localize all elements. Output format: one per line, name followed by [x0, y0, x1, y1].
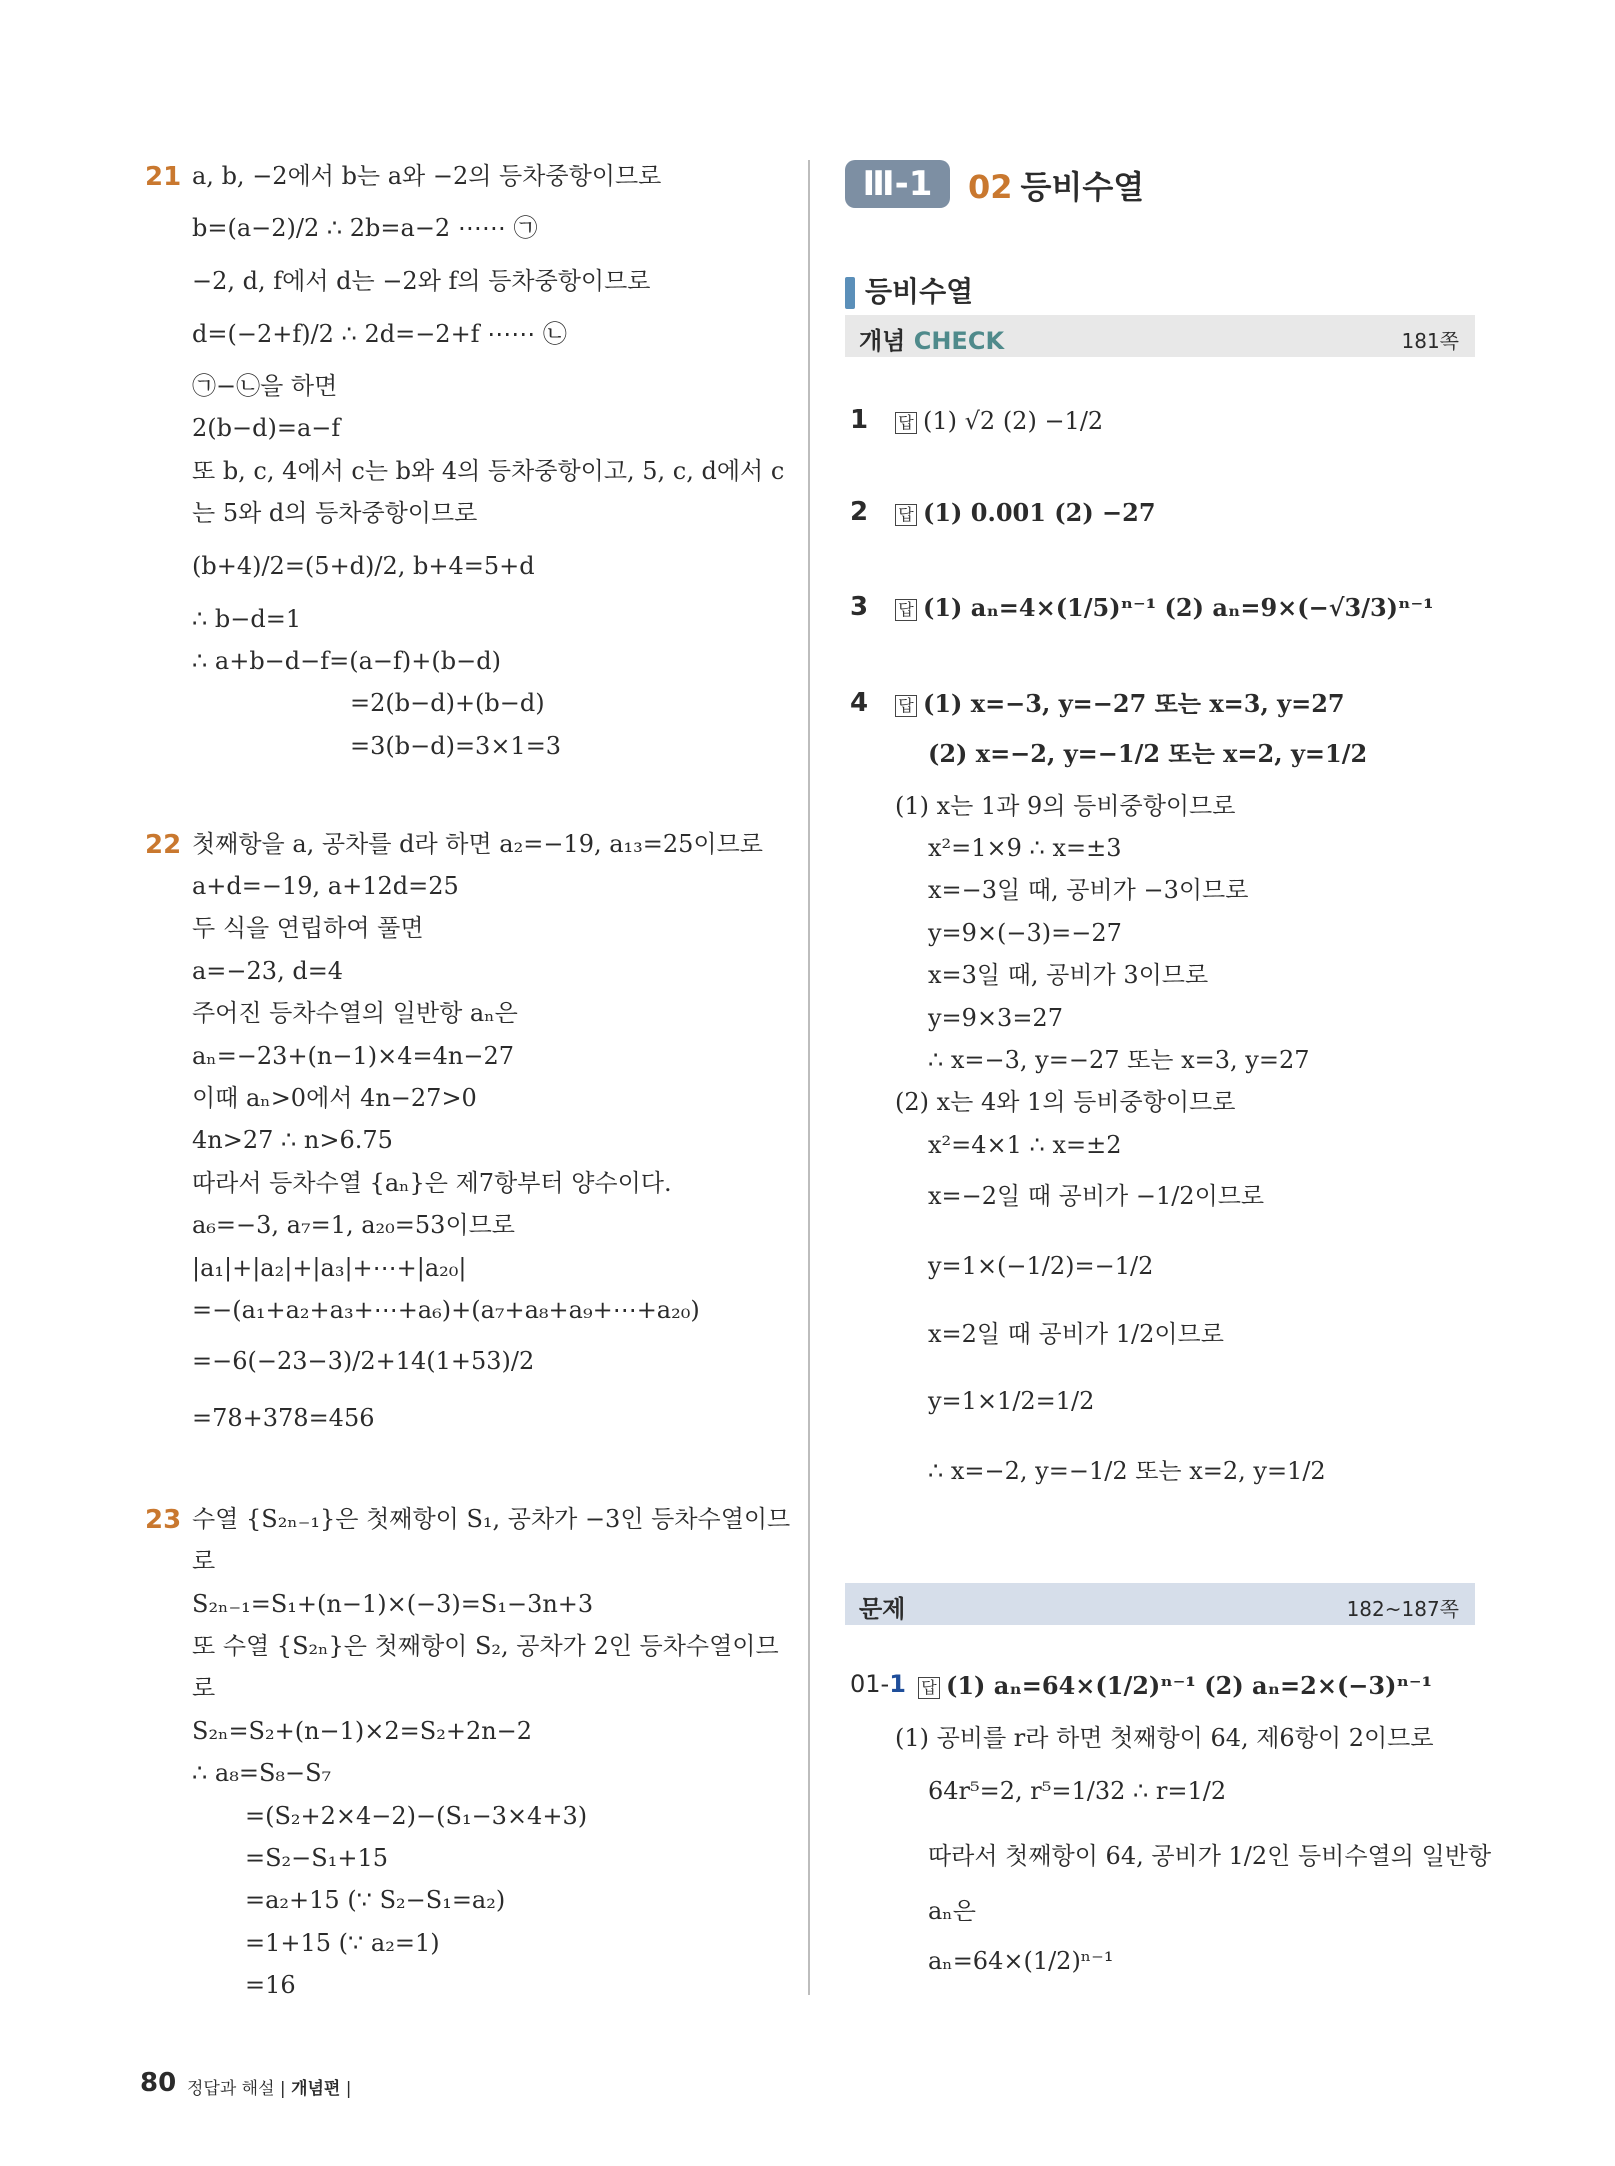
p23-line-7: ∴ a₈=S₈−S₇	[192, 1759, 332, 1787]
problem-band	[845, 1583, 1475, 1625]
question-number-3: 3	[850, 592, 869, 622]
p21-line-12: =2(b−d)+(b−d)	[350, 689, 545, 717]
p23-line-12: =16	[245, 1971, 296, 1999]
p01-line-5: aₙ=64×(1/2)ⁿ⁻¹	[928, 1947, 1114, 1975]
p21-line-9: (b+4)/2=(5+d)/2, b+4=5+d	[192, 552, 535, 580]
p22-line-10: a₆=−3, a₇=1, a₂₀=53이므로	[192, 1211, 515, 1239]
p01-line-4: aₙ은	[928, 1897, 976, 1925]
p21-line-13: =3(b−d)=3×1=3	[350, 732, 562, 760]
p22-line-12: =−(a₁+a₂+a₃+⋯+a₆)+(a₇+a₈+a₉+⋯+a₂₀)	[192, 1296, 700, 1324]
q4-line-7: ∴ x=−3, y=−27 또는 x=3, y=27	[928, 1046, 1310, 1074]
problem-band-page: 182~187쪽	[1346, 1597, 1459, 1621]
p23-line-3: S₂ₙ₋₁=S₁+(n−1)×(−3)=S₁−3n+3	[192, 1590, 594, 1618]
problem-number-23: 23	[145, 1505, 182, 1535]
q4-line-4: y=9×(−3)=−27	[928, 919, 1122, 947]
q2-answer-text: (1) 0.001 (2) −27	[923, 498, 1156, 527]
check-label: CHECK	[913, 327, 1005, 355]
p22-line-9: 따라서 등차수열 {aₙ}은 제7항부터 양수이다.	[192, 1169, 672, 1197]
question-1-answer	[895, 405, 1103, 437]
p22-line-4: a=−23, d=4	[192, 957, 344, 985]
p21-line-1: a, b, −2에서 b는 a와 −2의 등차중항이므로	[192, 162, 662, 190]
p01-line-2: 64r⁵=2, r⁵=1/32 ∴ r=1/2	[928, 1777, 1227, 1805]
q4-line-12: x=2일 때 공비가 1/2이므로	[928, 1320, 1224, 1348]
question-2-answer	[895, 497, 1156, 529]
p23-line-11: =1+15 (∵ a₂=1)	[245, 1929, 440, 1957]
problem-01-1-answer	[918, 1670, 1432, 1702]
problem-number-21: 21	[145, 162, 182, 192]
footer-text	[187, 2074, 351, 2099]
concept-label: 개념	[859, 327, 914, 355]
answer-mark: 답	[918, 1677, 940, 1699]
question-4-answer-1	[895, 688, 1345, 720]
q4-line-6: y=9×3=27	[928, 1004, 1063, 1032]
problem-band-label: 문제	[859, 1595, 906, 1623]
footer-text-a: 정답과 해설 |	[187, 2079, 292, 2099]
column-divider	[808, 160, 810, 1995]
q4-line-14: ∴ x=−2, y=−1/2 또는 x=2, y=1/2	[928, 1457, 1326, 1485]
p23-line-5: 로	[192, 1674, 216, 1702]
footer-text-b: 개념편	[291, 2079, 341, 2099]
answer-mark: 답	[895, 504, 917, 526]
concept-check-label	[859, 321, 1004, 356]
chapter-badge: Ⅲ-1	[845, 160, 950, 208]
p22-line-8: 4n>27 ∴ n>6.75	[192, 1126, 393, 1154]
q4-line-10: x=−2일 때 공비가 −1/2이므로	[928, 1182, 1265, 1210]
p21-line-3: −2, d, f에서 d는 −2와 f의 등차중항이므로	[192, 267, 651, 295]
q4-line-11: y=1×(−1/2)=−1/2	[928, 1252, 1154, 1280]
answer-mark: 답	[895, 599, 917, 621]
question-number-4: 4	[850, 688, 869, 718]
q1-answer-text: (1) √2 (2) −1/2	[923, 407, 1104, 435]
answer-mark: 답	[895, 412, 917, 434]
p22-line-5: 주어진 등차수열의 일반항 aₙ은	[192, 999, 518, 1027]
problem-number-22: 22	[145, 830, 182, 860]
p23-line-6: S₂ₙ=S₂+(n−1)×2=S₂+2n−2	[192, 1717, 533, 1745]
p23-line-9: =S₂−S₁+15	[245, 1844, 388, 1872]
p23-line-10: =a₂+15 (∵ S₂−S₁=a₂)	[245, 1886, 506, 1914]
p21-line-7: 또 b, c, 4에서 c는 b와 4의 등차중항이고, 5, c, d에서 c	[192, 457, 785, 485]
q4-line-1: (1) x는 1과 9의 등비중항이므로	[895, 792, 1236, 820]
p21-line-5: ㉠−㉡을 하면	[192, 372, 338, 400]
p23-line-4: 또 수열 {S₂ₙ}은 첫째항이 S₂, 공차가 2인 등차수열이므	[192, 1632, 779, 1660]
q4-line-3: x=−3일 때, 공비가 −3이므로	[928, 876, 1249, 904]
p23-line-2: 로	[192, 1547, 216, 1575]
section-bar-icon	[845, 277, 855, 309]
p21-line-8: 는 5와 d의 등차중항이므로	[192, 499, 478, 527]
question-4-answer-2: (2) x=−2, y=−1/2 또는 x=2, y=1/2	[928, 739, 1368, 768]
p23-line-1: 수열 {S₂ₙ₋₁}은 첫째항이 S₁, 공차가 −3인 등차수열이므	[192, 1505, 791, 1533]
q4-answer-1-text: (1) x=−3, y=−27 또는 x=3, y=27	[923, 689, 1345, 718]
concept-check-band	[845, 315, 1475, 357]
p22-line-13: =−6(−23−3)/2+14(1+53)/2	[192, 1347, 535, 1375]
footer-text-c: |	[340, 2079, 352, 2099]
p22-line-3: 두 식을 연립하여 풀면	[192, 914, 424, 942]
section-heading	[845, 270, 973, 310]
q4-line-8: (2) x는 4와 1의 등비중항이므로	[895, 1088, 1236, 1116]
p01-answer-text: (1) aₙ=64×(1/2)ⁿ⁻¹ (2) aₙ=2×(−3)ⁿ⁻¹	[946, 1671, 1433, 1700]
question-number-1: 1	[850, 405, 869, 435]
p21-line-10: ∴ b−d=1	[192, 605, 302, 633]
q4-line-5: x=3일 때, 공비가 3이므로	[928, 961, 1209, 989]
p22-line-1: 첫째항을 a, 공차를 d라 하면 a₂=−19, a₁₃=25이므로	[192, 830, 763, 858]
chapter-title	[968, 162, 1144, 208]
problem-number-prefix: 01-	[850, 1670, 890, 1698]
p21-line-11: ∴ a+b−d−f=(a−f)+(b−d)	[192, 647, 501, 675]
question-3-answer	[895, 592, 1434, 624]
p22-line-2: a+d=−19, a+12d=25	[192, 872, 459, 900]
q4-line-13: y=1×1/2=1/2	[928, 1387, 1095, 1415]
section-title: 등비수열	[865, 275, 974, 308]
p01-line-3: 따라서 첫째항이 64, 공비가 1/2인 등비수열의 일반항	[928, 1842, 1492, 1870]
p22-line-11: |a₁|+|a₂|+|a₃|+⋯+|a₂₀|	[192, 1254, 467, 1282]
p22-line-6: aₙ=−23+(n−1)×4=4n−27	[192, 1042, 514, 1070]
p01-line-1: (1) 공비를 r라 하면 첫째항이 64, 제6항이 2이므로	[895, 1724, 1434, 1752]
p23-line-8: =(S₂+2×4−2)−(S₁−3×4+3)	[245, 1802, 588, 1830]
p21-line-4: d=(−2+f)/2 ∴ 2d=−2+f ⋯⋯ ㉡	[192, 320, 567, 348]
chapter-title-text: 등비수열	[1020, 168, 1145, 206]
q3-answer-text: (1) aₙ=4×(1/5)ⁿ⁻¹ (2) aₙ=9×(−√3/3)ⁿ⁻¹	[923, 593, 1434, 622]
p21-line-6: 2(b−d)=a−f	[192, 414, 341, 442]
p22-line-7: 이때 aₙ>0에서 4n−27>0	[192, 1084, 477, 1112]
p22-line-14: =78+378=456	[192, 1404, 375, 1432]
answer-mark: 답	[895, 695, 917, 717]
chapter-number: 02	[968, 168, 1013, 206]
concept-check-page: 181쪽	[1401, 329, 1459, 353]
problem-number-01-1	[850, 1670, 906, 1698]
q4-line-2: x²=1×9 ∴ x=±3	[928, 834, 1122, 862]
q4-line-9: x²=4×1 ∴ x=±2	[928, 1131, 1122, 1159]
question-number-2: 2	[850, 497, 869, 527]
page-number: 80	[140, 2068, 177, 2098]
p21-line-2: b=(a−2)/2 ∴ 2b=a−2 ⋯⋯ ㉠	[192, 214, 538, 242]
problem-number-suffix: 1	[889, 1670, 906, 1698]
